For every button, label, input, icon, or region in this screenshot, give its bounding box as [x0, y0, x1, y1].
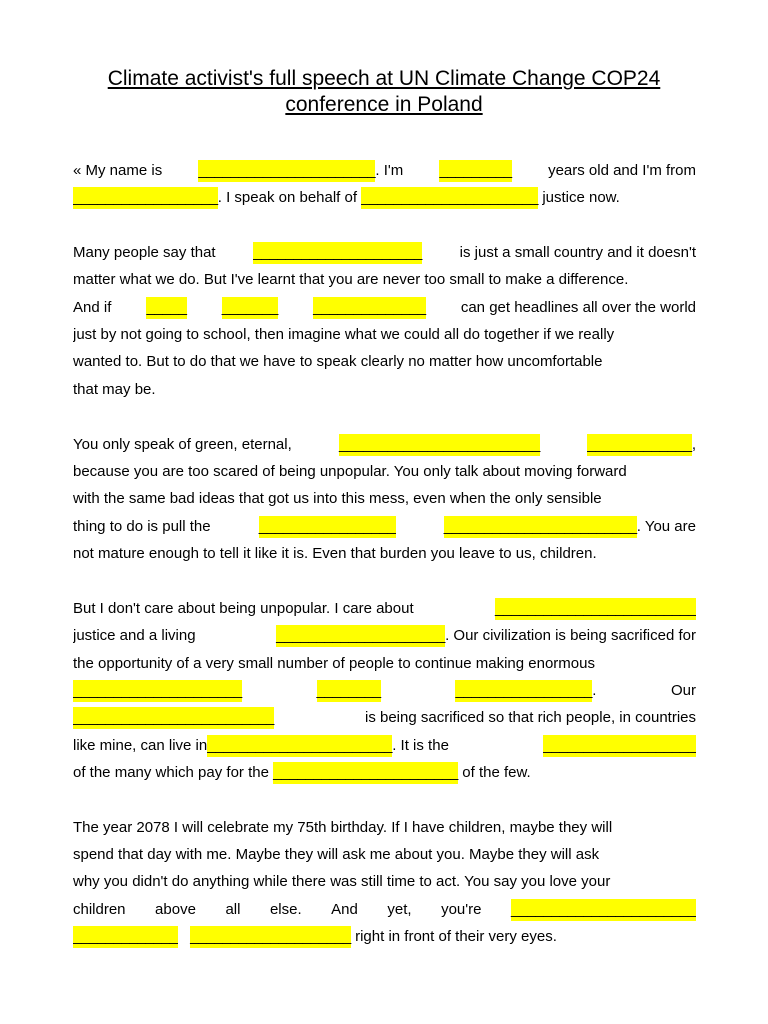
p5-line-1: The year 2078 I will celebrate my 75th birthday. If I have children, maybe they will	[73, 819, 613, 836]
text: else.	[269, 901, 302, 918]
p2-line-1	[73, 242, 696, 264]
text: .	[592, 682, 597, 699]
blank[interactable]: _____________	[73, 926, 178, 948]
text: And if	[73, 299, 112, 316]
blank[interactable]: _______________________	[511, 899, 696, 921]
text: . You are	[636, 518, 696, 535]
blank[interactable]: ________________________	[444, 516, 637, 538]
p2-line-2: matter what we do. But I've learnt that you are never too small to make a difference.	[73, 271, 629, 288]
p4-line-3: the opportunity of a very small number of people to continue making enormous	[73, 655, 595, 672]
blank-age[interactable]: _________	[439, 160, 511, 182]
blank[interactable]: _____________	[587, 434, 692, 456]
text: Our	[670, 682, 696, 699]
p4-line-6	[73, 735, 696, 757]
blank[interactable]: ___________________	[543, 735, 696, 757]
blank[interactable]: _____________________	[276, 625, 445, 647]
p5-line-3: why you didn't do anything while there was still time to act. You say you love your	[73, 873, 611, 890]
p3-line-4	[73, 516, 696, 538]
p4-line-5	[73, 707, 696, 729]
p5-line-5	[73, 926, 696, 948]
text: You only speak of green, eternal,	[73, 436, 292, 453]
text: . It is the	[392, 737, 449, 754]
text: is being sacrificed so that rich people, in countries	[364, 709, 696, 726]
blank[interactable]: _______	[222, 297, 278, 319]
p4-line-4	[73, 680, 696, 702]
title-line-2: conference in Poland	[285, 93, 483, 116]
text: of the many which pay for the	[73, 764, 269, 781]
blank[interactable]: _________________	[455, 680, 592, 702]
text: . I speak on behalf of	[217, 189, 358, 206]
text: of the few.	[462, 764, 531, 781]
blank[interactable]: ________	[317, 680, 381, 702]
document-title	[60, 66, 708, 118]
p4-line-1	[73, 598, 696, 620]
text: yet,	[387, 901, 412, 918]
blank[interactable]: _______________________	[207, 735, 392, 757]
blank[interactable]: ______________	[313, 297, 426, 319]
p4-line-2	[73, 625, 696, 647]
text: children	[73, 901, 126, 918]
text: . Our civilization is being sacrificed for	[445, 627, 696, 644]
text: But I don't care about being unpopular. I care about	[73, 600, 414, 617]
blank[interactable]: _________________	[259, 516, 396, 538]
text: like mine, can live in	[73, 737, 208, 754]
blank-justice[interactable]: ______________________	[361, 187, 538, 209]
p5-line-2: spend that day with me. Maybe they will ask me about you. Maybe they will ask	[73, 846, 600, 863]
blank[interactable]: _____________________	[73, 680, 242, 702]
p5-line-4	[73, 899, 696, 921]
p1-line-2	[73, 187, 696, 209]
text: right in front of their very eyes.	[355, 928, 557, 945]
text: is just a small country and it doesn't	[459, 244, 696, 261]
text: . I'm	[375, 162, 404, 179]
text: « My name is	[73, 162, 163, 179]
text: years old and I'm from	[548, 162, 696, 179]
blank-name[interactable]: ______________________	[198, 160, 375, 182]
p4-line-7	[73, 762, 696, 784]
text: you're	[441, 901, 482, 918]
p2-line-3	[73, 297, 696, 319]
blank[interactable]: _________________________	[339, 434, 540, 456]
text: all	[225, 901, 241, 918]
blank[interactable]: _____________________	[253, 242, 422, 264]
title-line-1: Climate activist's full speech at UN Climate Change COP24	[107, 67, 661, 90]
text: And	[331, 901, 358, 918]
text: justice now.	[542, 189, 620, 206]
p3-line-5: not mature enough to tell it like it is. Even that burden you leave to us, children.	[73, 545, 597, 562]
blank[interactable]: ____________________	[190, 926, 351, 948]
blank[interactable]: _____	[146, 297, 186, 319]
blank[interactable]: _______________________	[273, 762, 458, 784]
text: Many people say that	[73, 244, 216, 261]
blank-country[interactable]: __________________	[73, 187, 218, 209]
text: above	[155, 901, 196, 918]
p2-line-4: just by not going to school, then imagine what we could all do together if we really	[73, 326, 615, 343]
p3-line-1	[73, 434, 696, 456]
blank[interactable]: _________________________	[73, 707, 274, 729]
p2-line-5: wanted to. But to do that we have to speak clearly no matter how uncomfortable	[73, 353, 603, 370]
p3-line-3: with the same bad ideas that got us into this mess, even when the only sensible	[73, 490, 602, 507]
text: can get headlines all over the world	[460, 299, 696, 316]
p2-line-6: that may be.	[73, 381, 156, 398]
text: justice and a living	[73, 627, 196, 644]
blank[interactable]: _________________________	[495, 598, 696, 620]
p1-line-1	[73, 160, 696, 182]
text: thing to do is pull the	[73, 518, 211, 535]
text: ,	[691, 436, 696, 453]
p3-line-2: because you are too scared of being unpopular. You only talk about moving forward	[73, 463, 627, 480]
